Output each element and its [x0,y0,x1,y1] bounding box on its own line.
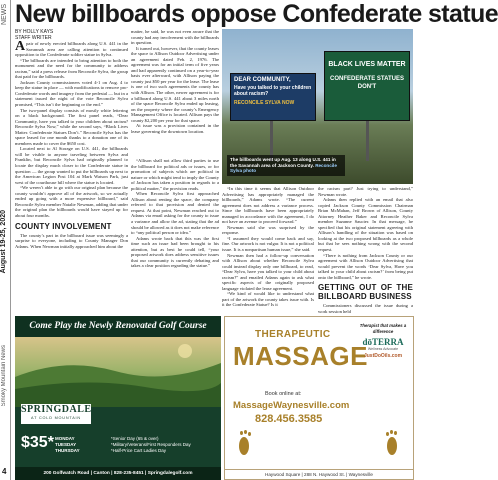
billboard-photo [222,29,413,184]
paragraph: At issue was a provision contained in the lease governing the downtown location. [131,123,219,134]
article-column-1 [15,41,128,249]
springdale-logo [21,404,91,424]
promo-note: *Military/Veterans/First Responders Day [111,442,191,447]
golf-contact-footer[interactable]: 200 Golfwatch Road | Canton | 828-235-8451 | Springdalegolf.com [15,467,221,480]
headline: New billboards oppose Confederate statue [15,0,498,28]
paragraph: It turned out, however, that the county leases the space to Allison Outdoor Advertising under an agreement dated Feb. 2, 1976. The agreement was for an initial term of five years and had apparently continued on a year-to-year basis ever afterward, with Allison paying the county just $50 per year for the lease. The lease is one of two such agreements the county has with Allison. The other, newer agreement is for a billboard along U.S. 441 about 3 miles north of the space Reconcile Sylva ended up leasing, on the property where the county’s Emergency Management Office is located. Allison pays the county $2,200 per year for that space. [131,45,219,123]
doterra-sub: Wellness Advocate [367,347,399,351]
paragraph: The county’s part in the billboard issue was seemingly a surprise to everyone, including to County Manager Don Adams. When Newman initially approached him about the [15,232,128,249]
doterra-logo: dōTERRA [362,337,404,347]
paragraph: Newman then had a follow-up conversation with Allison about whether Reconcile Sylva could instead display only one billboard, to read, “Dear Sylva, have you talked to your child about racism?” and emailed Adams again to ask what specific aspects of the originally proposed language violated the lease agreement. [222,252,314,291]
paragraph: Adams then replied with an email that also copied Jackson County Commission Chairman Brian McMahan, Jeff Brown of Allison, County Attorney Heather Baker and Reconcile Sylva member Suzanne Saucier. In that message, he specified that his original statement agreeing with Allison’s handling of the situation was based on looking at the two proposed billboards as a whole but that he sees nothing wrong with the second request. [318,197,413,253]
billboard-text: BLACK LIVES MATTER [328,61,406,68]
day-label: TUESDAY [55,442,77,447]
footprint-icon [235,429,265,459]
paragraph: “We weren’t able to go with our original plan because the county wouldn’t approve all of the artwork, so we actually ended up going with a more expensive billboard,” said Reconcile Sylva member Natalie Newman, adding that under the original plan the billboards would have stayed up for about four months. [15,185,128,218]
author-role: STAFF WRITER [15,35,52,41]
springdale-golf-ad[interactable] [15,316,221,480]
therapist-tagline: Therapist that makes a difference [359,323,407,334]
billboard-text: RECONCILE SYLVA NOW [234,100,295,106]
massage-title-top: THERAPEUTIC [255,329,331,340]
page-number: 4 [2,467,7,476]
side-strip [0,0,11,480]
paragraph: “We kind of would like to understand what part of the artwork the county takes issue with. Is it the Confederate Statue? Is it [222,291,314,308]
billboard-right [324,51,410,121]
massage-phone[interactable]: 828.456.3585 [255,413,323,425]
photo-credit: Reconcile Sylva photo [230,162,337,173]
paragraph: “There is nothing from Jackson County or our agreement with Allison Outdoor Advertising that would prevent the words ‘Dear Sylva, Have you talked to your child about racism?’ from being put onto the billboard,” he wrote. [318,252,413,280]
paragraph: Adams wrote back that this was the first time such an issue had been brought to his attention, but as best he could tell, “your proposed artwork does address sensitive issues that our community is currently debating and takes a clear position regarding the statue.” [131,235,219,269]
golf-course-drawing [15,337,221,407]
paragraph: “The billboards are intended to bring attention to both the monument and the need for the community to address racism,” said a press release from Reconcile Sylva, the group that paid for the billboards. [15,57,128,80]
doterra-box [355,323,411,359]
caption-text: The billboards went up Aug. 13 along U.S. 441 in the Savannah area of Jackson County. [230,157,336,168]
paragraph: matter, he said, he was not even aware that the county had any involvement with the billboards in question. [131,29,219,46]
article-column-3 [222,186,314,308]
justdooils-link[interactable]: JustDoOils.com [363,353,403,359]
golf-promo [21,432,221,464]
logo-subtext: AT COLD MOUNTAIN [31,416,81,420]
issue-date: August 19-25, 2020 [0,210,7,274]
subhead-billboard-business: GETTING OUT OF THE BILLBOARD BUSINESS [318,283,413,302]
paragraph: When Reconcile Sylva first approached Allison about renting the space, the company referred to that provision and denied the request. At that point, Newman reached out to Adams via email asking for the county to issue a variance and allow the ad, stating that the ad should be allowed as it does not make reference to “any political person or idea.” [131,191,220,236]
billboard-left [230,73,316,121]
day-label: THURSDAY [55,448,80,453]
golf-days [55,436,80,454]
article-column-2b [131,158,219,269]
paragraph: “In this time it seems that Allison Outdoor Advertising has appropriately managed the billboards,” Adams wrote. “The current agreement does not address a variance process. Since the billboards have been appropriately managed in accordance with the agreement, I do not have an avenue to proceed forward.” [222,186,314,225]
promo-note: *Half-Price Cart Ladies Day [111,448,167,453]
massage-address: Haywood Square | 288 N. Haywood St. | Waynesville [225,469,413,477]
promo-note: *Senior Day (65 & over) [111,436,159,441]
billboard-text: DEAR COMMUNITY, [234,77,291,83]
golf-notes [111,436,191,454]
massage-website-link[interactable]: MassageWaynesville.com [233,400,350,411]
article-column-2 [131,29,219,134]
author: BY HOLLY KAYS [15,29,54,35]
massage-title-main: MASSAGE [233,341,368,371]
paragraph: Apair of newly erected billboards along U.S. 441 in the Savannah area are calling attention to continued opposition to the Confederate soldier statue in Sylva. [15,39,128,58]
footprint-icon [375,429,405,459]
book-online-label: Book online at: [265,391,302,397]
golf-course-photo [15,337,221,407]
paragraph: Commissioners discussed the issue during a work session held [318,303,413,314]
paragraph: The two-panel display consists of mostly white lettering on a black background. The first panel reads, “Dear Community, have you talked to your children about racism? Reconcile Sylva Now,” while the second says, “Black Lives Matter. Confederate Statues Don’t.” Reconcile Sylva has the space leased for one month thanks to a donation one of its members made to cover the $650 cost. [15,107,128,146]
paragraph: the racism part? Just trying to understand,” Newman wrote. [318,186,413,197]
article-column-4 [318,186,413,314]
billboard-text: CONFEDERATE STATUES DON'T [329,76,404,90]
billboard-pole [366,121,369,161]
paragraph: “Allison shall not allow third parties to use the billboard for political ads or issues, or for promotion of subjects which are political in nature or which might tend to imply the County of Jackson has taken a position in regards to a political matter,” the provision reads. [131,158,219,191]
day-label: MONDAY [55,436,75,441]
section-label: NEWS [1,4,8,25]
golf-price: $35* [21,434,54,451]
photo-caption [227,155,345,176]
therapeutic-massage-ad[interactable] [224,316,414,480]
paragraph: Located next to Al Storage on U.S. 441, the billboards will be visible to anyone traveling between Sylva and Franklin, but Reconcile Sylva had originally planned to locate the display much closer to the Confederate statue in question — the group wanted to put the billboards up next to the American Legion Post 104 at Mark Watson Park, just west of the courthouse hill where the statue is located. [15,146,128,185]
paper-name: Smoky Mountain News [1,345,7,407]
logo-text: SPRINGDALE [21,404,92,415]
paragraph: Jackson County commissioners voted 4-1 on Aug. 4 to keep the statue in place — with modifications to remove pro-Confederate words and imagery from the pedestal — but in a statement issued the night of the vote Reconcile Sylva promised, “This isn’t the beginning or the end.” [15,79,128,108]
subhead-county-involvement: COUNTY INVOLVEMENT [15,221,112,231]
golf-banner: Come Play the Newly Renovated Golf Course [15,316,221,337]
paragraph: Newman said she was surprised by the response. [222,224,314,236]
billboard-text: Have you talked to your children about racism? [234,85,312,97]
paragraph: “I assumed they would come back and say, fine. Our artwork is not vulgar. It is not a political issue. It is a nonpartisan human issue,” she said. [222,235,314,253]
